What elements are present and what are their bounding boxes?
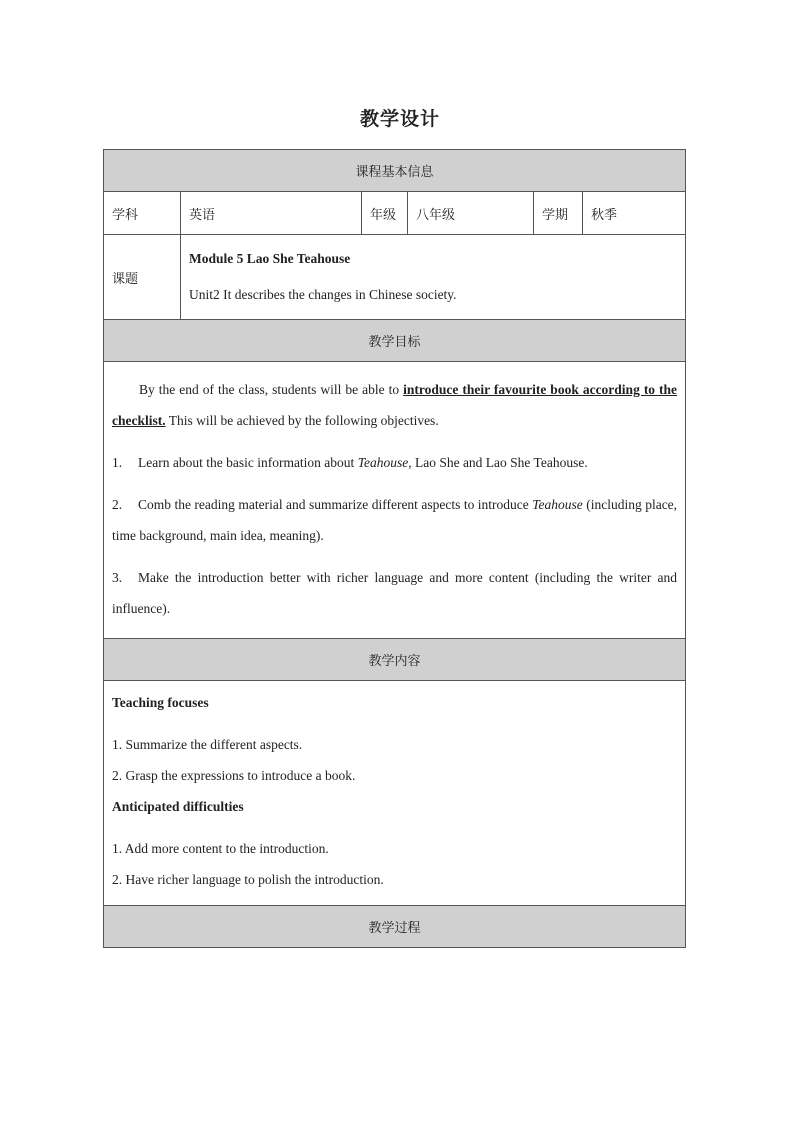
goals-row	[104, 362, 686, 639]
difficulty-item: 2. Have richer language to polish the introduction.	[112, 872, 384, 887]
content-header-row	[104, 639, 686, 681]
goal-text-end: (including place, time background, main idea, meaning).	[112, 497, 678, 543]
topic-row	[104, 235, 686, 320]
subject-value: 英语	[181, 192, 362, 235]
term-value: 秋季	[583, 192, 686, 235]
info-row	[104, 192, 686, 235]
teaching-focuses-heading: Teaching focuses	[112, 695, 209, 710]
grade-value: 八年级	[408, 192, 534, 235]
subject-label: 学科	[104, 192, 181, 235]
goal-item-2	[112, 489, 677, 551]
goal-number: 1.	[112, 455, 123, 470]
goal-number: 2.	[112, 497, 123, 512]
content-cell	[104, 681, 686, 906]
basic-info-header-row	[104, 150, 686, 192]
goal-number: 3.	[112, 570, 123, 585]
goal-text: Learn about the basic information about	[138, 455, 358, 470]
book-title: Teahouse	[357, 455, 409, 470]
process-header: 教学过程	[104, 906, 686, 948]
goals-header-row	[104, 320, 686, 362]
grade-label: 年级	[362, 192, 408, 235]
goals-intro	[112, 374, 677, 436]
content-header: 教学内容	[104, 639, 686, 681]
topic-cell	[181, 235, 686, 320]
content-row	[104, 681, 686, 906]
goal-text: Make the introduction better with richer language and more content (including the writer and influence).	[112, 570, 678, 616]
goals-intro-end: This will be achieved by the following objectives.	[165, 413, 439, 428]
goals-cell	[104, 362, 686, 639]
topic-unit-title: Unit2 It describes the changes in Chinese society.	[189, 287, 457, 302]
goal-item-1	[112, 447, 677, 478]
goals-header: 教学目标	[104, 320, 686, 362]
goals-intro-highlight: introduce their favourite book according to the checklist.	[112, 382, 678, 428]
difficulties-heading: Anticipated difficulties	[112, 799, 244, 814]
term-label: 学期	[534, 192, 583, 235]
goal-text: Comb the reading material and summarize different aspects to introduce	[138, 497, 533, 512]
focus-item: 1. Summarize the different aspects.	[112, 737, 303, 752]
document-title: 教学设计	[359, 108, 440, 130]
goal-text-end: , Lao She and Lao She Teahouse.	[408, 455, 588, 470]
process-header-row	[104, 906, 686, 948]
focus-item: 2. Grasp the expressions to introduce a book.	[112, 768, 356, 783]
difficulty-item: 1. Add more content to the introduction.	[112, 841, 329, 856]
topic-module-title: Module 5 Lao She Teahouse	[189, 251, 351, 266]
basic-info-header: 课程基本信息	[104, 150, 686, 192]
book-title: Teahouse	[532, 497, 583, 512]
topic-label: 课题	[104, 235, 181, 320]
lesson-plan-table	[103, 149, 686, 948]
goal-item-3	[112, 562, 677, 624]
goals-intro-text: By the end of the class, students will be able to	[139, 382, 404, 397]
